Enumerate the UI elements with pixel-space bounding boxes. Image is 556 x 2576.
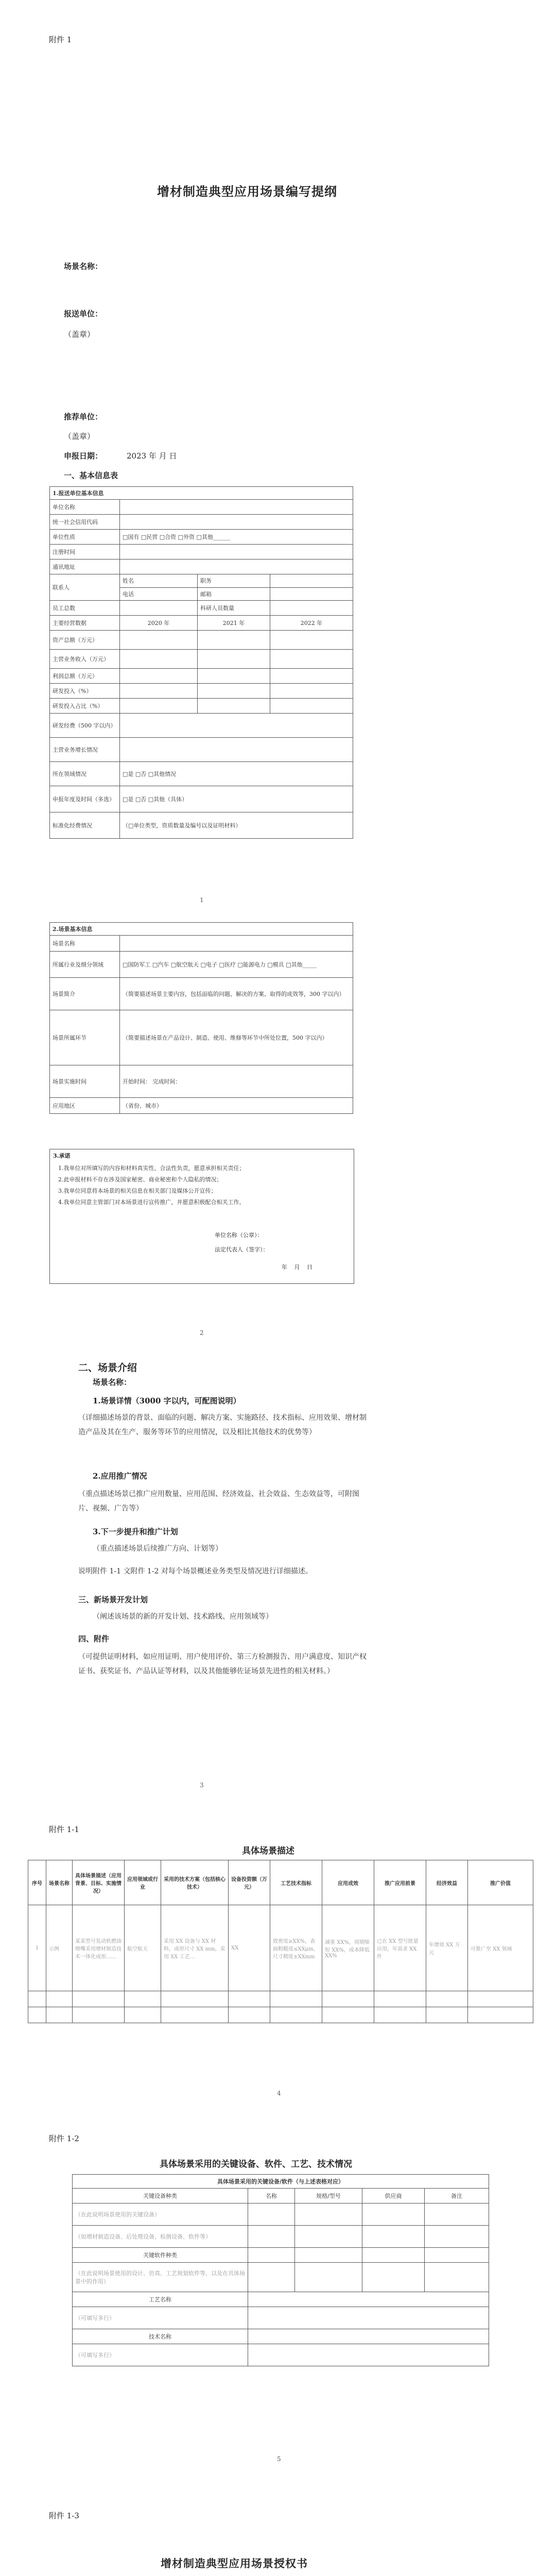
table-cell: 航空航天 <box>125 1905 161 1991</box>
section4-heading: 四、附件 <box>78 1634 110 1643</box>
table-cell: 某某型号发动机燃油喷嘴采用增材制造技术一体化成形…… <box>73 1905 125 1991</box>
date-value: 2023 年 月 日 <box>127 451 177 461</box>
paragraph: （重点描述场景后续推广方向、计划等） <box>93 1545 222 1553</box>
annex-title: 具体场景描述 <box>242 1846 294 1856</box>
table-cell: 致密度≥XX%，表面粗糙度≤XXμm，尺寸精度±XXmm <box>270 1905 322 1991</box>
annex-label: 附件 1-3 <box>49 2511 79 2520</box>
recommending-unit-label: 推荐单位： <box>64 412 103 421</box>
sub-heading: 1.场景详情（3000 字以内，可配图说明） <box>93 1396 241 1405</box>
table-title: 1.报送单位基本信息 <box>50 487 353 500</box>
row-value[interactable]: （简要描述场景在产品设计、制造、使用、维修等环节中所处位置，500 字以内） <box>120 1010 353 1065</box>
contact-title-value[interactable] <box>270 574 353 588</box>
finance-row-label: 资产总额（万元） <box>50 631 120 650</box>
field-options[interactable]: □是 □否 □其他情况 <box>120 762 353 786</box>
sign-date: 年 月 日 <box>282 1264 312 1270</box>
finance-row-label: 研发投入占比（%） <box>50 699 120 714</box>
table-cell: （可填写多行） <box>73 2307 248 2329</box>
rd-staff-value[interactable] <box>270 601 353 616</box>
col-head: 工艺技术指标 <box>270 1860 322 1905</box>
staff-label: 员工总数 <box>50 601 120 616</box>
row-value[interactable] <box>120 936 353 952</box>
table-cell: 工艺名称 <box>73 2292 248 2307</box>
col-head: 备注 <box>425 2189 489 2204</box>
scene-name-label: 场景名称： <box>93 1378 132 1387</box>
row-label: 单位性质 <box>50 530 120 545</box>
row-label: 单位名称 <box>50 500 120 515</box>
table-cell: 减重 XX%，周期缩短 XX%，成本降低 XX% <box>322 1905 374 1991</box>
page-number: 2 <box>200 1329 204 1336</box>
finance-cell[interactable] <box>198 650 270 669</box>
row-label: 所属行业及细分领域 <box>50 952 120 978</box>
finance-cell[interactable] <box>270 699 353 714</box>
col-head: 规格/型号 <box>295 2189 362 2204</box>
year-header-label: 主要经营数据 <box>50 616 120 631</box>
promise-item: 2.此申报材料不存在涉及国家秘密、商业秘密和个人隐私的情况； <box>58 1176 222 1183</box>
row-label: 通讯地址 <box>50 560 120 574</box>
col-head: 设备投资额（万元） <box>229 1860 270 1905</box>
table-cell: （可填写多行） <box>73 2344 248 2366</box>
scene-info-table <box>49 922 353 1114</box>
row-label: 注册时间 <box>50 545 120 560</box>
col-head: 应用成效 <box>322 1860 374 1905</box>
row-value[interactable]: （简要描述场景主要内容，包括面临的问题、解决的方案、取得的成效等，300 字以内） <box>120 978 353 1010</box>
finance-row-label: 主营业务收入（万元） <box>50 650 120 669</box>
standard-options[interactable]: （□单位类型，资质数量及编号以及证明材料） <box>120 812 353 839</box>
section1-heading: 一、基本信息表 <box>64 471 118 480</box>
col-head: 序号 <box>28 1860 46 1905</box>
annex-label: 附件 1-2 <box>49 2134 79 2143</box>
row-label: 应用地区 <box>50 1098 120 1114</box>
paragraph: （重点描述场景已推广应用数量、应用范围、经济效益、社会效益、生态效益等，可附图片、视频、广告等） <box>78 1490 359 1513</box>
annex-title: 具体场景采用的关键设备、软件、工艺、技术情况 <box>160 2159 352 2170</box>
staff-value[interactable] <box>120 601 198 616</box>
contact-title-label: 职务 <box>198 574 270 588</box>
row-label: 场景简介 <box>50 978 120 1010</box>
row-label: 场景实施时间 <box>50 1065 120 1098</box>
paragraph: （阐述该场景的新的开发计划、技术路线、应用领域等） <box>93 1613 273 1621</box>
table-cell: 采用 XX 设备与 XX 材料，成形尺寸 XX mm，采用 XX 工艺… <box>161 1905 229 1991</box>
finance-cell[interactable] <box>198 669 270 684</box>
col-head: 具体场景描述（应用背景、目标、实施情况） <box>73 1860 125 1905</box>
col-head: 推广应用前景 <box>374 1860 426 1905</box>
finance-cell[interactable] <box>198 684 270 699</box>
finance-row-label: 标准化经费情况 <box>50 812 120 839</box>
table-cell: 示例 <box>46 1905 73 1991</box>
paragraph: （详细描述场景的背景、面临的问题、解决方案、实施路径、技术指标、应用效果、增材制造产品及其在生产、服务等环节的应用情况，以及相比其他技术的优势等） <box>78 1414 367 1436</box>
col-head: 供应商 <box>362 2189 425 2204</box>
table-cell: （在此说明场景使用的设计、仿真、工艺规划软件等，以及在具体场景中的作用） <box>73 2263 248 2292</box>
finance-cell[interactable] <box>270 650 353 669</box>
date-label: 申报日期： <box>64 451 103 461</box>
unit-type-options[interactable]: □国有 □民营 □合资 □外资 □其他______ <box>120 530 353 545</box>
col-head: 应用领域或行业 <box>125 1860 161 1905</box>
reporting-unit-label: 报送单位： <box>64 309 103 318</box>
row-value[interactable] <box>120 560 353 574</box>
section3-heading: 三、新场景开发计划 <box>78 1595 148 1604</box>
paragraph: 说明附件 1-1 文附件 1-2 对每个场景概述业务类型及情况进行详细描述。 <box>78 1567 312 1575</box>
row-value[interactable] <box>120 545 353 560</box>
finance-cell[interactable] <box>270 631 353 650</box>
table-cell: （如增材制造设备、后处理设备、检测设备、软件等） <box>73 2226 248 2248</box>
row-value[interactable] <box>120 500 353 515</box>
table-cell: 年增效 XX 万元 <box>426 1905 468 1991</box>
section2-heading: 二、场景介绍 <box>78 1362 137 1374</box>
page-number: 5 <box>277 2455 281 2463</box>
sign-rep-label: 法定代表人（签字）： <box>215 1246 269 1253</box>
row-label: 场景名称 <box>50 936 120 952</box>
col-head: 关键设备种类 <box>73 2189 248 2204</box>
scene-detail-table <box>28 1860 533 2023</box>
table-cell: （在此说明场景使用的关键设备） <box>73 2204 248 2226</box>
finance-row-label: 申报年度及时间（多选） <box>50 786 120 812</box>
year-2022: 2022 年 <box>270 616 353 631</box>
finance-row-label: 利润总额（万元） <box>50 669 120 684</box>
annex-title: 增材制造典型应用场景授权书 <box>161 2557 308 2570</box>
col-head: 名称 <box>248 2189 295 2204</box>
promise-item: 4.我单位同意主管部门对本场景进行宣传推广，并愿意积极配合相关工作。 <box>58 1199 245 1206</box>
table-cell: 已在 XX 型号批量应用，年需求 XX 件 <box>374 1905 426 1991</box>
row-value[interactable]: 开始时间： 完成时间： <box>120 1065 353 1098</box>
annex-label: 附件 1 <box>49 35 72 44</box>
finance-cell[interactable] <box>198 699 270 714</box>
table-cell: 1 <box>28 1905 46 1991</box>
finance-cell[interactable] <box>120 650 198 669</box>
promise-item: 1.我单位对所填写的内容和材料真实性、合法性负责，愿意承担相关责任； <box>58 1165 245 1172</box>
contact-email-label: 邮箱 <box>198 587 270 601</box>
table-cell: 可推广至 XX 领域 <box>468 1905 533 1991</box>
finance-cell[interactable] <box>120 684 198 699</box>
seal-label: （盖章） <box>64 432 95 441</box>
table-title: 2.场景基本信息 <box>50 923 353 936</box>
contact-phone-label: 电话 <box>120 587 198 601</box>
table-cell: XX <box>229 1905 270 1991</box>
col-head: 推广价值 <box>468 1860 533 1905</box>
finance-cell[interactable] <box>270 669 353 684</box>
col-head: 场景名称 <box>46 1860 73 1905</box>
finance-row-label: 研发投入（%） <box>50 684 120 699</box>
page-number: 3 <box>200 1782 204 1789</box>
page-number: 1 <box>200 896 204 904</box>
contact-label: 联系人 <box>50 574 120 601</box>
finance-cell[interactable] <box>120 714 353 738</box>
finance-cell[interactable] <box>198 631 270 650</box>
sub-heading: 3.下一步提升和推广计划 <box>93 1527 178 1536</box>
finance-row-label: 主营业务增长情况 <box>50 738 120 762</box>
row-value[interactable]: （省份、城市） <box>120 1098 353 1114</box>
finance-cell[interactable] <box>120 738 353 762</box>
col-head: 采用的技术方案（包括核心技术） <box>161 1860 229 1905</box>
col-head: 经济效益 <box>426 1860 468 1905</box>
sign-unit-label: 单位名称（公章）： <box>215 1232 263 1239</box>
row-label: 统一社会信用代码 <box>50 515 120 530</box>
contact-email-value[interactable] <box>270 587 353 601</box>
finance-row-label: 所在领域情况 <box>50 762 120 786</box>
promise-box <box>49 1149 354 1284</box>
paragraph: （可提供证明材料，如应用证明、用户使用评价、第三方检测报告、用户满意度、知识产权证书、获奖证书、产品认证等材料，以及其他能够佐证场景先进性的相关材料。） <box>78 1653 367 1675</box>
finance-row-label: 研发经费（500 字以内） <box>50 714 120 738</box>
finance-cell[interactable] <box>120 699 198 714</box>
finance-cell[interactable] <box>270 684 353 699</box>
finance-cell[interactable] <box>120 669 198 684</box>
promise-title: 3.承诺 <box>53 1153 71 1159</box>
seal-label: （盖章） <box>64 330 95 339</box>
table-cell: 关键软件种类 <box>73 2248 248 2263</box>
industry-options[interactable]: □国防军工 □汽车 □航空航天 □电子 □医疗 □能源电力 □模具 □其他_____ <box>120 952 353 978</box>
year-2021: 2021 年 <box>198 616 270 631</box>
document-title: 增材制造典型应用场景编写提纲 <box>157 184 337 199</box>
table-title: 具体场景采用的关键设备/软件（与上述表格对应） <box>73 2175 489 2189</box>
rd-staff-label: 科研人员数量 <box>198 601 270 616</box>
year-2020: 2020 年 <box>120 616 198 631</box>
row-label: 场景所属环节 <box>50 1010 120 1065</box>
finance-cell[interactable] <box>120 631 198 650</box>
basic-info-table <box>49 486 353 839</box>
row-value[interactable] <box>120 515 353 530</box>
annex-label: 附件 1-1 <box>49 1825 79 1834</box>
contact-name-label: 姓名 <box>120 574 198 588</box>
table-cell: 技术名称 <box>73 2329 248 2344</box>
scene-name-label: 场景名称： <box>64 262 103 271</box>
promise-item: 3.我单位同意将本场景的相关信息在相关部门及媒体公开宣传； <box>58 1188 217 1194</box>
page-number: 4 <box>277 2090 281 2097</box>
sub-heading: 2.应用推广情况 <box>93 1471 147 1481</box>
key-equipment-table <box>72 2174 489 2366</box>
year-options[interactable]: □是 □否 □其他（具体） <box>120 786 353 812</box>
